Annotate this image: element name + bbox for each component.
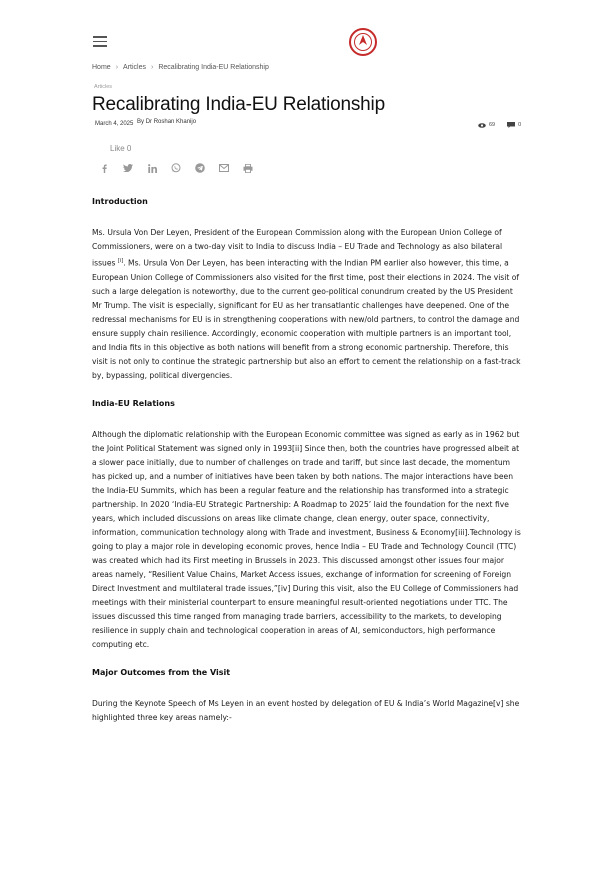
article-stats xyxy=(478,122,521,128)
comment-icon xyxy=(507,122,515,128)
share-bar xyxy=(99,163,253,173)
comments-stat[interactable] xyxy=(507,122,521,128)
breadcrumb xyxy=(92,64,269,71)
email-icon[interactable] xyxy=(219,163,229,173)
footnote-ref-i[interactable]: [i] xyxy=(117,258,124,264)
article-category-tag[interactable]: Articles xyxy=(94,84,113,90)
article-meta xyxy=(95,121,196,127)
paragraph-intro-text-end: . Ms. Ursula Von Der Leyen, has been interacting with the Indian PM earlier also however, this time, a European Union College of Commissioners also visited for the first time, post their elections in 2024. The visit of such a large delegation is noteworthy, due to the current geo-political conundrum created by the US President Mr Trump. The visit is especially, significant for EU as her transatlantic challenges have deepened. One of the redressal mechanisms for EU is in strengthening cooperations with new/old partners, to control the damage and ensure supply chain resilience. Accordingly, economic cooperation with multiple partners is an important tool, and India fits in this objective as both nations will benefit from a strong economic partnership. Therefore, this visit is not only to continue the strategic partnership but also an effort to cement the relationship on a fast-track by, bypassing, political divergencies. xyxy=(92,258,521,380)
views-count: 69 xyxy=(489,122,496,128)
article-title: Recalibrating India-EU Relationship xyxy=(92,94,385,115)
print-icon[interactable] xyxy=(243,163,253,173)
breadcrumb-articles-link[interactable]: Articles xyxy=(123,64,146,71)
paragraph-intro-text-start: Ms. Ursula Von Der Leyen, President of the European Commission along with the European Union College of Commissioners, were on a two-day visit to India to discuss India – EU Trade and Technology as also bilateral issues xyxy=(92,228,503,268)
paragraph-major-outcomes: During the Keynote Speech of Ms Leyen in an event hosted by delegation of EU & India’s World Magazine[v] she highlighted three key areas namely:- xyxy=(92,698,520,722)
twitter-icon[interactable] xyxy=(123,163,133,173)
breadcrumb-current: Recalibrating India-EU Relationship xyxy=(158,64,269,71)
linkedin-icon[interactable] xyxy=(147,163,157,173)
telegram-icon[interactable] xyxy=(195,163,205,173)
like-button[interactable]: Like 0 xyxy=(110,144,132,153)
article-date: March 4, 2025 xyxy=(95,121,134,127)
hamburger-menu-icon[interactable] xyxy=(93,36,107,47)
views-stat xyxy=(478,122,495,128)
paragraph-india-eu-relations: Although the diplomatic relationship with the European Economic committee was signed as early as in 1962 but the Joint Political Statement was signed only in 1993[ii] Since then, both the countries have progressed albeit at a slower pace initially, due to number of challenges on trade and tariff, but since last decade, the momentum has picked up, and a number of initiatives have been taken by both nations. The major interactions have been the India-EU Summits, which has been a regular feature and the relationship has transformed into a strategic partnership. In 2020 ‘India-EU Strategic Partnership: A Roadmap to 2025’ laid the foundation for the next five years, which included discussions on areas like climate change, clean energy, outer space, connectivity, information, communication technology along with Trade and investment, Business & Economy[iii].Technology is going to play a major role in developing economic proves, hence India – EU Trade and Technology Council (TTC) was created which had its First meeting in Brussels in 2023. This discussed amongst other issues four major areas namely, “Resilient Value Chains, Market Access issues, exchange of information for screening of Foreign Direct Investment and multilateral trade issues,”[iv] During this visit, also the EU College of Commissioners had meetings with their ministerial counterpart to ensure meaningful result-oriented negotiations under TTC. The issues discussed this time ranged from managing trade barriers, accessibility to the markets, to developing resilience in supply chain and technological cooperation in areas of AI, semiconductors, high performance computing etc. xyxy=(92,429,521,649)
breadcrumb-home-link[interactable]: Home xyxy=(92,64,111,71)
article-author[interactable]: By Dr Roshan Khanijo xyxy=(137,119,197,125)
logo-mark-icon xyxy=(358,35,368,46)
facebook-icon[interactable] xyxy=(99,163,109,173)
eye-icon xyxy=(478,123,486,128)
breadcrumb-separator: › xyxy=(115,64,119,71)
paragraph-introduction xyxy=(92,226,524,383)
site-logo-emblem[interactable] xyxy=(349,28,377,56)
top-bar xyxy=(0,0,605,60)
article-body xyxy=(92,196,524,740)
section-heading-major-outcomes: Major Outcomes from the Visit xyxy=(92,667,231,677)
breadcrumb-separator: › xyxy=(150,64,154,71)
section-heading-introduction: Introduction xyxy=(92,197,148,206)
comments-count: 0 xyxy=(518,122,522,128)
whatsapp-icon[interactable] xyxy=(171,163,181,173)
section-heading-india-eu-relations: India-EU Relations xyxy=(92,398,175,408)
